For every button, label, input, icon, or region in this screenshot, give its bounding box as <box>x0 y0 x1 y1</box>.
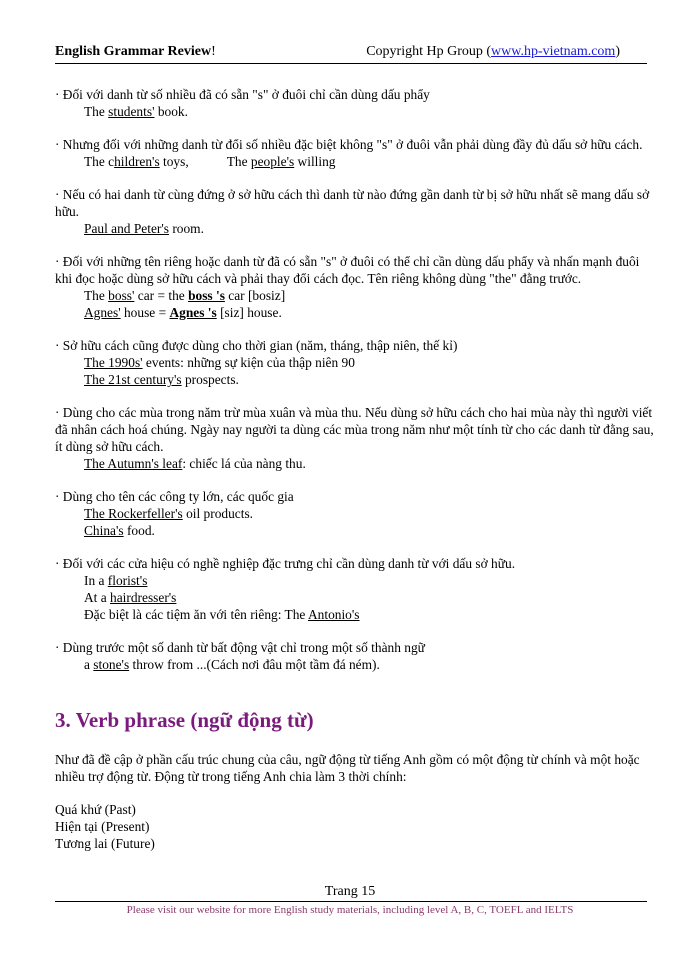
rule-item <box>55 253 655 321</box>
page-number: Trang 15 <box>324 884 376 899</box>
rule-item <box>55 488 655 539</box>
header-title-bold: English Grammar Review <box>55 44 212 59</box>
page-header <box>55 43 647 64</box>
copyright-suffix: ) <box>615 44 620 59</box>
rule-item <box>55 136 655 170</box>
rule-text: · Nhưng đối với những danh từ đổi số nhiều đặc biệt không "s" ở đuôi vẫn phải dùng đầy đủ dấu sở hữu cách. <box>55 137 643 152</box>
tense-item: Hiện tại (Present) <box>55 819 150 834</box>
example-line: The Autumn's leaf: chiếc lá của nàng thu. <box>84 456 306 471</box>
footer-note: Please visit our website for more English study materials, including level A, B, C, TOEFL and IELTS <box>126 904 574 916</box>
rule-text: · Nếu có hai danh từ cùng đứng ở sở hữu cách thì danh từ nào đứng gần danh từ bị sở hữu nhất sẽ mang dấu sở hữu. <box>55 187 650 219</box>
example-line: The 1990s' events: những sự kiện của thập niên 90 <box>84 355 355 370</box>
rule-text: · Đối với danh từ số nhiều đã có sẵn "s" ở đuôi chỉ cần dùng dấu phẩy <box>55 87 430 102</box>
rule-text: · Đối với các cửa hiệu có nghề nghiệp đặc trưng chỉ cần dùng danh từ với dấu sở hữu. <box>55 556 516 571</box>
rule-item <box>55 86 655 120</box>
example-line: Agnes' house = Agnes 's [siz] house. <box>84 305 282 320</box>
footer-divider <box>55 901 647 902</box>
header-title <box>55 43 216 61</box>
section-intro <box>55 751 655 785</box>
tense-item: Tương lai (Future) <box>55 836 155 851</box>
copyright-prefix: Copyright Hp Group ( <box>366 44 492 59</box>
rule-item <box>55 555 655 623</box>
rule-text: · Dùng cho tên các công ty lớn, các quốc gia <box>55 489 294 504</box>
example-line: In a florist's <box>84 573 148 588</box>
tense-item: Quá khứ (Past) <box>55 802 136 817</box>
rule-text: · Đối với những tên riêng hoặc danh từ đã có sẵn "s" ở đuôi có thể chỉ cần dùng dấu phẩy và nhấn mạnh đuôi khi đọc hoặc dùng sở hữu cách và phải thay đổi cách đọc. Tên riêng không dùng "the" đằng trước. <box>55 254 640 286</box>
example-line: The boss' car = the boss 's car [bosiz] <box>84 288 286 303</box>
example-line: Đặc biệt là các tiệm ăn với tên riêng: The Antonio's <box>84 607 360 622</box>
example-line: The students' book. <box>84 104 188 119</box>
example-line: a stone's throw from ...(Cách nơi đâu một tầm đá ném). <box>84 657 380 672</box>
header-title-suffix: ! <box>211 44 216 59</box>
rule-item <box>55 639 655 673</box>
intro-text: Như đã đề cập ở phần cấu trúc chung của câu, ngữ động từ tiếng Anh gồm có một động từ chính và một hoặc nhiều trợ động từ. Động từ trong tiếng Anh chia làm 3 thời chính: <box>55 752 640 784</box>
example-line: At a hairdresser's <box>84 590 177 605</box>
website-link[interactable]: www.hp-vietnam.com <box>491 44 616 59</box>
example-line: The 21st century's prospects. <box>84 372 239 387</box>
rule-item <box>55 337 655 388</box>
section-heading: 3. Verb phrase (ngữ động từ) <box>55 708 314 732</box>
example-line: The children's toys, The people's willing <box>84 154 336 169</box>
rule-text: · Sở hữu cách cũng được dùng cho thời gian (năm, tháng, thập niên, thế kỉ) <box>55 338 458 353</box>
example-line: China's food. <box>84 523 155 538</box>
tense-list <box>55 801 155 852</box>
header-copyright <box>366 43 620 61</box>
rule-text: · Dùng trước một số danh từ bất động vật chỉ trong một số thành ngữ <box>55 640 425 655</box>
rule-text: · Dùng cho các mùa trong năm trừ mùa xuân và mùa thu. Nếu dùng sở hữu cách cho hai mùa này thì người viết đã nhân cách hoá chúng. Ngày nay người ta dùng các mùa trong năm như một tính từ cho các danh từ đằng sau, ít dùng sở hữu cách. <box>55 405 654 454</box>
rule-item <box>55 186 655 237</box>
rule-item <box>55 404 655 472</box>
rules-content <box>55 86 655 689</box>
example-line: The Rockerfeller's oil products. <box>84 506 254 521</box>
example-line: Paul and Peter's room. <box>84 221 204 236</box>
